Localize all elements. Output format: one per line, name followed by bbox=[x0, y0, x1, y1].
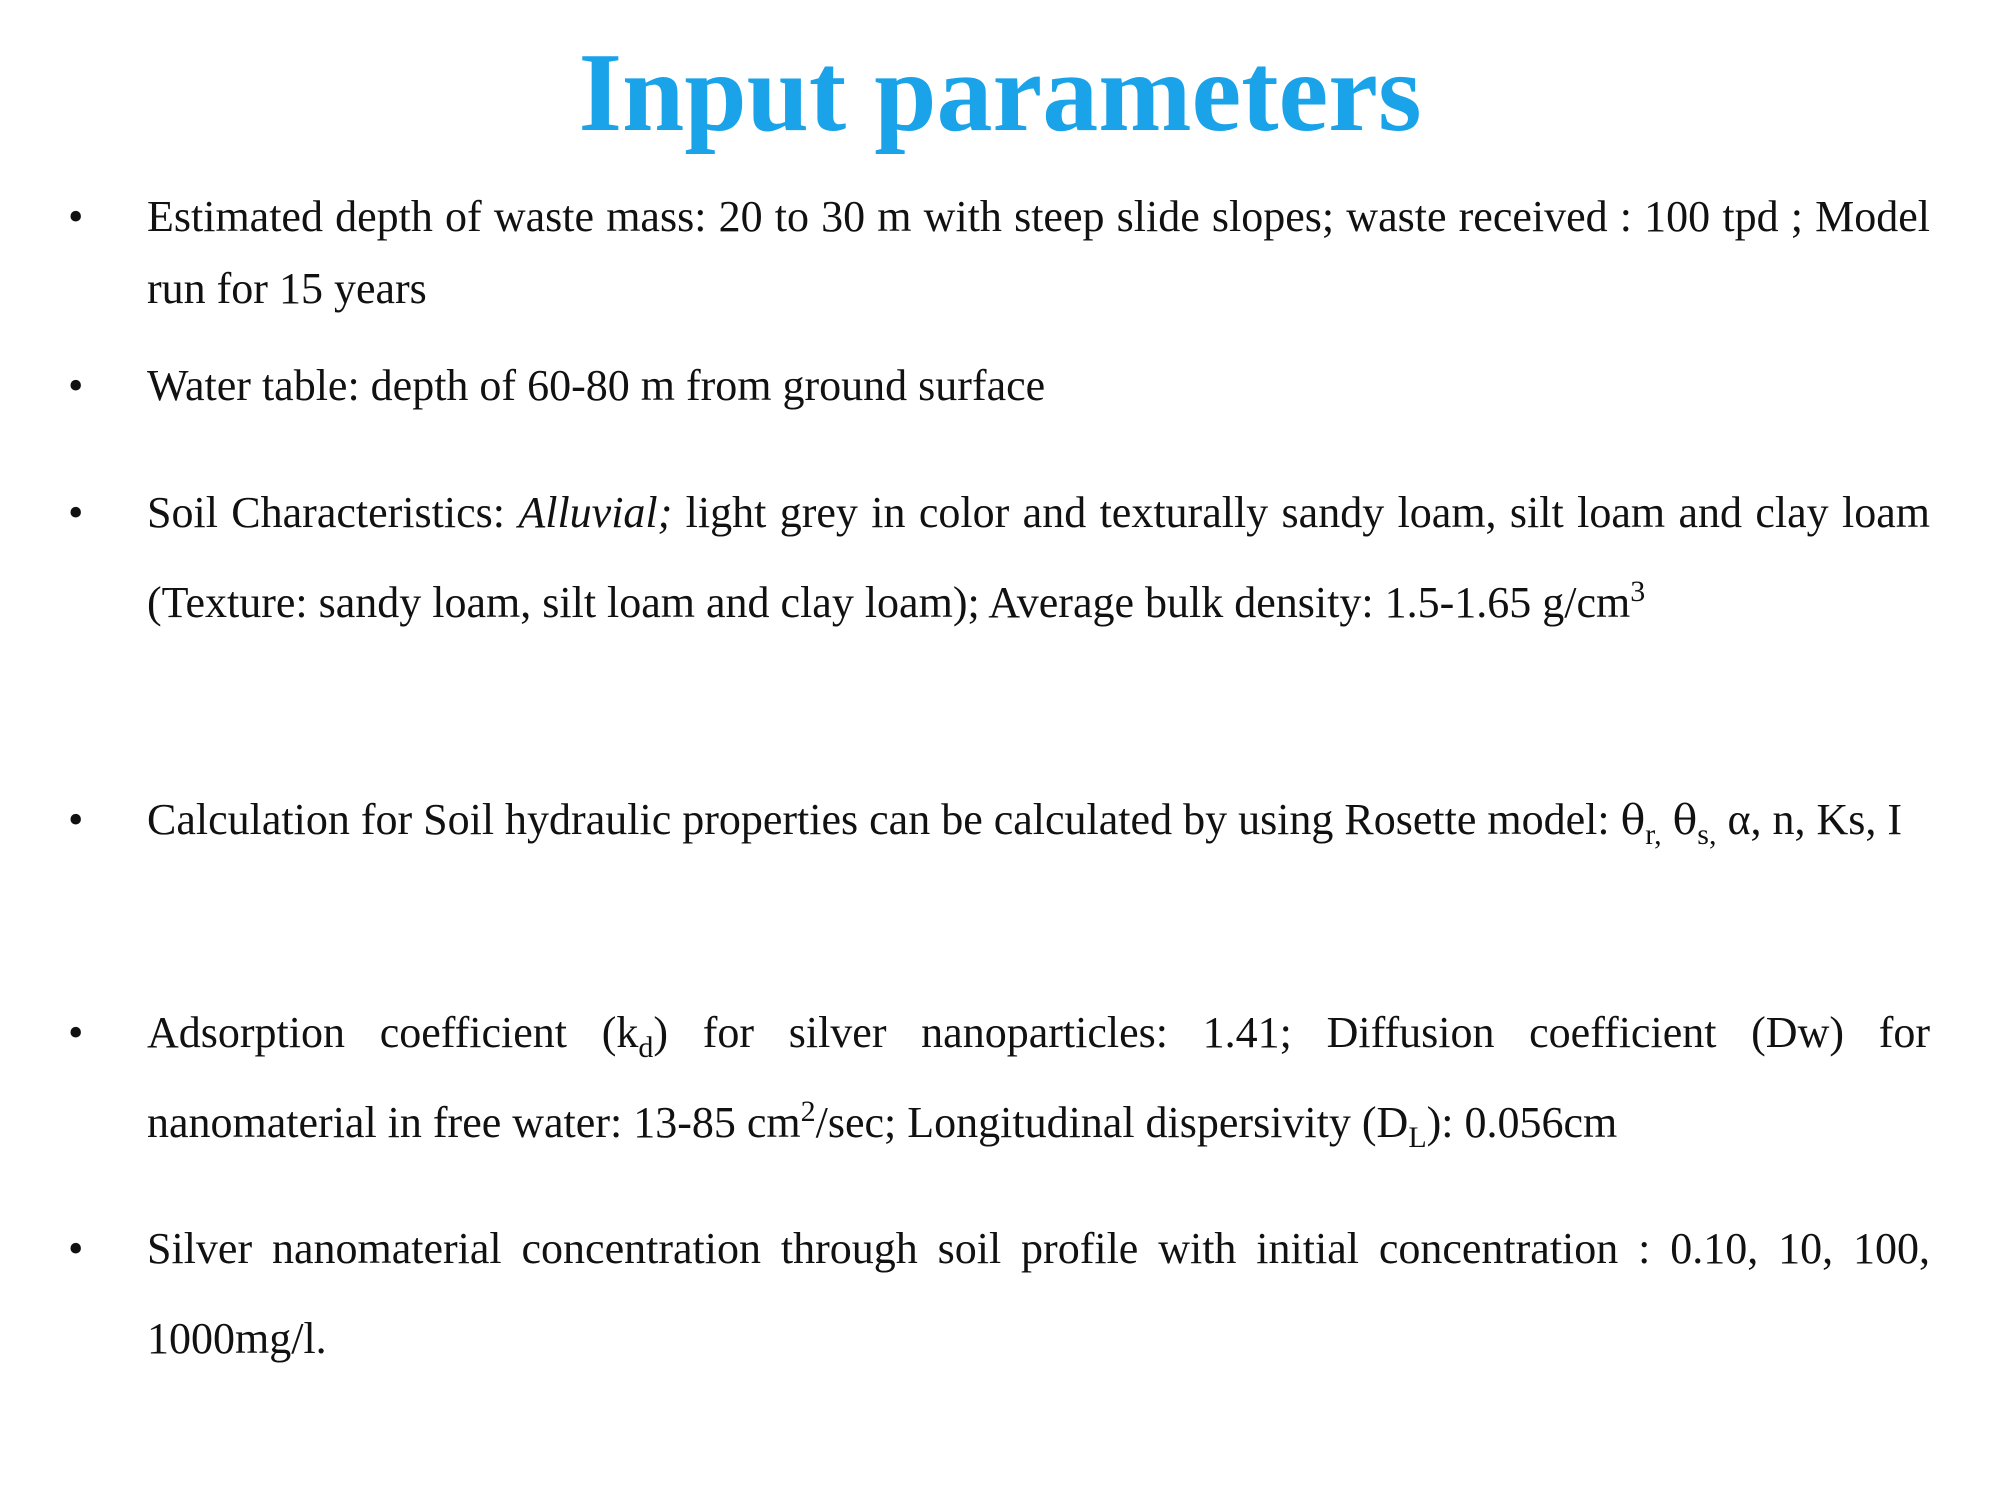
bullet-text: Silver nanomaterial concentration through soil profile with initial concentration : 0.10, 10, 100, 1000mg/l. bbox=[147, 1224, 1930, 1363]
adsorption-text-1: Adsorption coefficient (k bbox=[147, 1008, 639, 1057]
cube-superscript: 3 bbox=[1630, 575, 1646, 608]
bullet-text: Estimated depth of waste mass: 20 to 30 m with steep slide slopes; waste received : 100 tpd ; Model run for 15 years bbox=[147, 192, 1930, 313]
bullet-text: Water table: depth of 60-80 m from ground surface bbox=[147, 361, 1046, 410]
soil-body-text: light grey in color and texturally sandy loam, silt loam and clay loam (Texture: sandy loam, silt loam and clay loam); Average bulk density: 1.5-1.65 g/cm bbox=[147, 488, 1930, 627]
bullet-text bbox=[147, 775, 1930, 865]
theta-symbol: θ bbox=[1620, 796, 1646, 844]
kd-subscript: d bbox=[638, 1031, 654, 1064]
bullet-list bbox=[60, 0, 1940, 1500]
soil-type-italic: Alluvial; bbox=[518, 488, 673, 537]
bullet-icon: • bbox=[68, 1008, 84, 1057]
square-superscript: 2 bbox=[800, 1095, 816, 1128]
hydraulic-lead-text: Calculation for Soil hydraulic properties can be calculated by using Rosette model: bbox=[147, 795, 1621, 844]
bullet-icon: • bbox=[68, 1224, 84, 1273]
theta-r-subscript: r, bbox=[1645, 818, 1662, 851]
adsorption-text-2: ) for silver nanoparticles: 1.41; Diffusion coefficient (Dw) for nanomaterial in free water: 13-85 cm bbox=[147, 1008, 1931, 1147]
hydraulic-tail-text: α, n, Ks, I bbox=[1716, 795, 1903, 844]
dl-subscript: L bbox=[1408, 1121, 1427, 1154]
adsorption-text-4: ): 0.056cm bbox=[1426, 1098, 1618, 1147]
adsorption-text-3: /sec; Longitudinal dispersivity (D bbox=[815, 1098, 1409, 1147]
bullet-icon: • bbox=[68, 192, 84, 241]
slide-title: Input parameters bbox=[578, 31, 1422, 155]
theta-s-subscript: s, bbox=[1697, 818, 1717, 851]
theta-symbol: θ bbox=[1672, 796, 1698, 844]
bullet-icon: • bbox=[68, 795, 84, 844]
bullet-text bbox=[147, 468, 1930, 648]
bullet-icon: • bbox=[68, 361, 84, 410]
soil-lead-text: Soil Characteristics: bbox=[147, 488, 519, 537]
bullet-icon: • bbox=[68, 488, 84, 537]
bullet-text bbox=[147, 988, 1930, 1168]
